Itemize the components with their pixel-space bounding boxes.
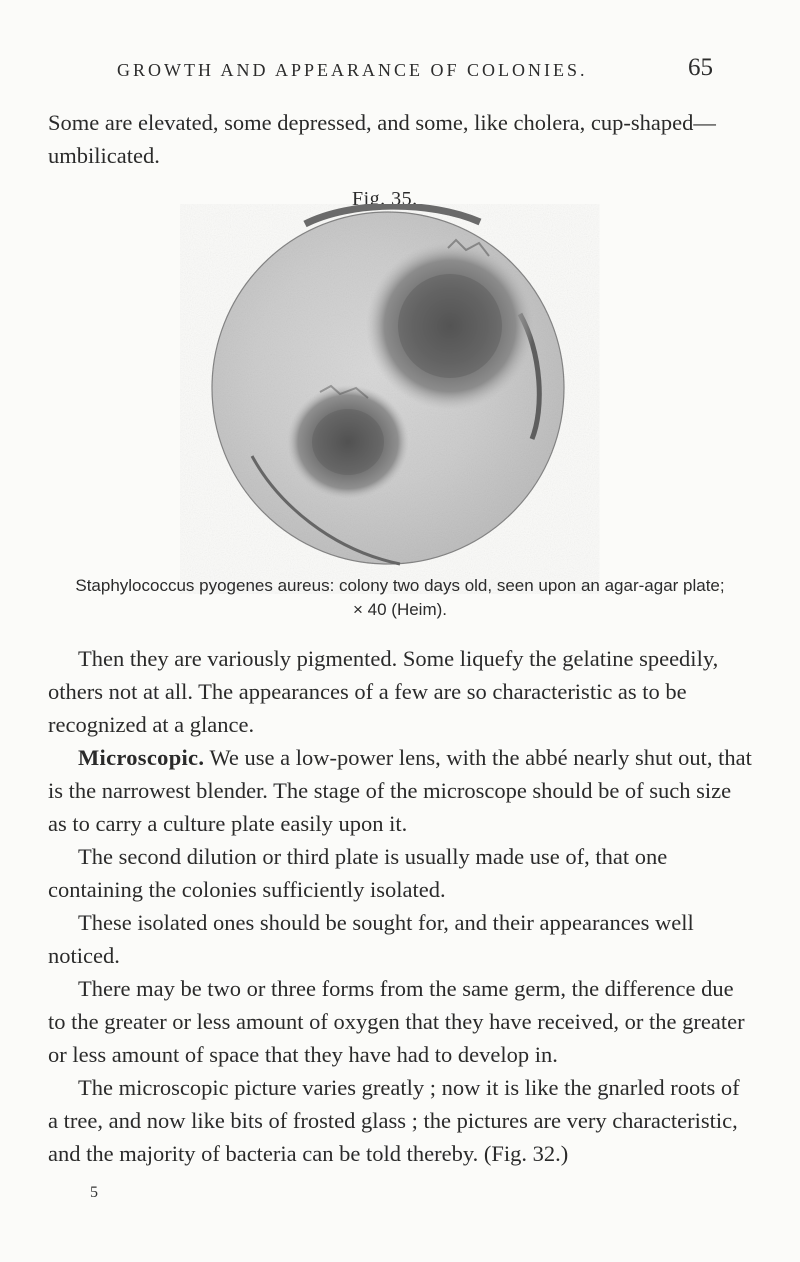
signature-mark: 5 bbox=[90, 1184, 98, 1201]
running-title: GROWTH AND APPEARANCE OF COLONIES. bbox=[117, 60, 588, 80]
figure-caption-line-2: × 40 (Heim). bbox=[353, 600, 447, 619]
section-heading-microscopic: Microscopic. bbox=[78, 745, 205, 770]
figure-caption-line-1: Staphylococcus pyogenes aureus: colony two days old, seen upon an agar-agar plate; bbox=[75, 576, 725, 595]
paragraph-2 bbox=[48, 741, 754, 840]
plate-texture bbox=[212, 212, 564, 564]
paragraph-3: The second dilution or third plate is usually made use of, that one containing the colonies sufficiently isolated. bbox=[48, 844, 668, 902]
colony-illustration bbox=[180, 204, 610, 594]
paragraph-5: There may be two or three forms from the same germ, the difference due to the greater or less amount of oxygen that they have received, or the greater or less amount of space that they have had to develop in. bbox=[48, 976, 745, 1067]
small-colony-core bbox=[312, 409, 384, 475]
figure-caption bbox=[48, 574, 752, 622]
large-colony-core bbox=[398, 274, 502, 378]
paragraph-1: Then they are variously pigmented. Some liquefy the gelatine speedily, others not at all. The appearances of a few are so characteristic as to be recognized at a glance. bbox=[48, 646, 719, 737]
figure-label: Fig. 35. bbox=[352, 188, 418, 210]
body-text bbox=[48, 642, 754, 1170]
paragraph-2-text: We use a low-power lens, with the abbé nearly shut out, that is the narrowest blender. The stage of the microscope should be of such size as to carry a culture plate easily upon it. bbox=[48, 745, 752, 836]
colony-figure bbox=[180, 204, 610, 594]
page-number: 65 bbox=[688, 54, 713, 81]
paragraph-6: The microscopic picture varies greatly ; now it is like the gnarled roots of a tree, and now like bits of frosted glass ; the pictures are very characteristic, and the majority of bacteria can be told thereby. (Fig. 32.) bbox=[48, 1075, 740, 1166]
intro-paragraph: Some are elevated, some depressed, and some, like cholera, cup-shaped—umbilicated. bbox=[48, 110, 716, 168]
paragraph-4: These isolated ones should be sought for, and their appearances well noticed. bbox=[48, 910, 694, 968]
